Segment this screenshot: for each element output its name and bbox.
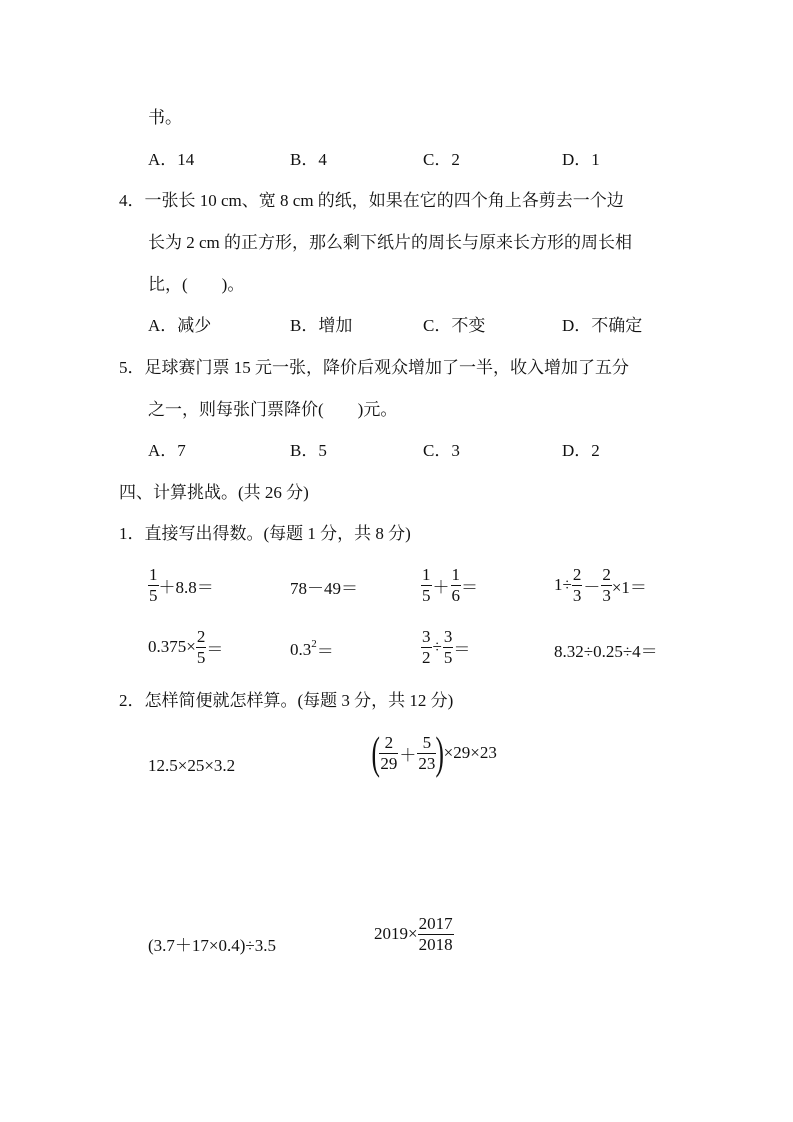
part-2-title: 2．怎样简便就怎样算。(每题 3 分，共 12 分) bbox=[119, 691, 454, 710]
q4-line-3: 比，( )。 bbox=[148, 275, 245, 294]
calc-1-5: 0.375× $\frac{2}{5}$ ＝ bbox=[148, 627, 224, 667]
q5-option-b: B．5 bbox=[290, 441, 327, 460]
calc-2-3: (3.7＋17×0.4)÷3.5 bbox=[148, 936, 276, 955]
q3-option-d: D．1 bbox=[562, 150, 600, 169]
calc-1-1: $\frac{1}{5}$ ＋8.8＝ bbox=[149, 565, 214, 605]
section-4-title: 四、计算挑战。(共 26 分) bbox=[119, 483, 309, 502]
q3-option-a: A．14 bbox=[148, 150, 195, 169]
calc-2-2: ( $\frac{2}{29}$ ＋ $\frac{5}{23}$ ) ×29×23 bbox=[371, 727, 497, 778]
q5-option-d: D．2 bbox=[562, 441, 600, 460]
q4-option-b: B．增加 bbox=[290, 316, 353, 335]
q4-option-a: A．减少 bbox=[148, 316, 212, 335]
calc-1-2: 78－49＝ bbox=[290, 579, 358, 598]
calc-2-1: 12.5×25×3.2 bbox=[148, 756, 236, 775]
calc-1-3: $\frac{1}{5}$ ＋ $\frac{1}{6}$ ＝ bbox=[422, 565, 478, 605]
calc-1-8: 8.32÷0.25÷4＝ bbox=[554, 642, 658, 661]
q5-option-a: A．7 bbox=[148, 441, 186, 460]
calc-1-6: 0.3 $^2$ ＝ bbox=[290, 637, 334, 661]
left-paren: ( bbox=[371, 727, 380, 778]
q5-line-2: 之一，则每张门票降价( )元。 bbox=[148, 400, 398, 419]
right-paren: ) bbox=[435, 727, 445, 778]
q4-option-d: D．不确定 bbox=[562, 316, 643, 335]
q5-line-1: 5．足球赛门票 15 元一张，降价后观众增加了一半，收入增加了五分 bbox=[119, 358, 629, 377]
q3-text-tail: 书。 bbox=[148, 108, 182, 127]
q3-option-b: B．4 bbox=[290, 150, 327, 169]
q3-option-c: C．2 bbox=[423, 150, 460, 169]
q4-line-1: 4．一张长 10 cm、宽 8 cm 的纸，如果在它的四个角上各剪去一个边 bbox=[119, 191, 624, 210]
q5-option-c: C．3 bbox=[423, 441, 460, 460]
q4-line-2: 长为 2 cm 的正方形，那么剩下纸片的周长与原来长方形的周长相 bbox=[148, 233, 633, 252]
calc-1-7: $\frac{3}{2}$ ÷ $\frac{3}{5}$ ＝ bbox=[422, 627, 471, 667]
part-1-title: 1．直接写出得数。(每题 1 分，共 8 分) bbox=[119, 524, 411, 543]
calc-1-4: 1÷ $\frac{2}{3}$ － $\frac{2}{3}$ ×1＝ bbox=[554, 565, 647, 605]
calc-2-4: 2019× $\frac{2017}{2018}$ bbox=[374, 914, 453, 954]
q4-option-c: C．不变 bbox=[423, 316, 486, 335]
